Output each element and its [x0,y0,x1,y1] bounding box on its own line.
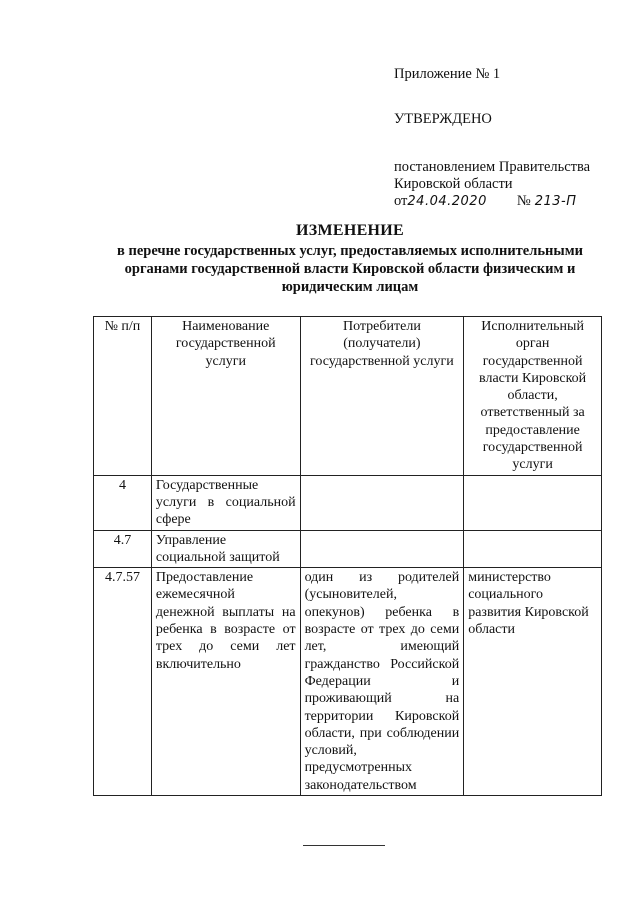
row-service-name: Государственные услуги в социальной сфере [151,475,300,530]
approved-stamp-text: УТВЕРЖДЕНО [394,111,492,127]
header-consumers: Потребители (получатели) государственной услуги [300,317,464,476]
row-service-name: Предоставление ежемесячной денежной выплаты на ребенка в возрасте от трех до семи лет включительно [151,568,300,796]
subtitle-line-1: в перечне государственных услуг, предоставляемых исполнительными [117,243,583,259]
header-service-name: Наименование государственной услуги [151,317,300,476]
table-row [94,475,602,530]
row-responsible-body [464,530,602,568]
row-number: 4.7 [94,530,152,568]
number-handwritten: 213-П [534,194,577,209]
subtitle-line-3: юридическим лицам [281,279,419,295]
date-number-line [394,193,624,210]
subtitle-line-2: органами государственной власти Кировской области физическим и [124,261,576,277]
row-consumers [300,530,464,568]
end-divider-line [303,845,385,846]
table-row [94,568,602,796]
table-header-row [94,317,602,476]
date-prefix: от [394,193,408,209]
appendix-label: Приложение № 1 [394,66,501,82]
row-number: 4 [94,475,152,530]
row-consumers: один из родителей (усыновителей, опекунов) ребенка в возрасте от трех до семи лет, имеющий гражданство Российской Федерации и проживающий на территории Кировской области, при соблюдении условий, предусмотренных законодательством [300,568,464,796]
number-prefix: № [516,193,531,209]
row-number: 4.7.57 [94,568,152,796]
services-table [93,316,602,796]
resolution-line-1: постановлением Правительства [394,159,591,175]
row-responsible-body [464,475,602,530]
approval-block [394,66,624,210]
date-handwritten: 24.04.2020 [407,194,487,209]
resolution-line-2: Кировской области [394,176,513,192]
document-subtitle [60,242,640,296]
table-row [94,530,602,568]
header-responsible-body: Исполнительный орган государственной власти Кировской области, ответственный за предоставление государственной услуги [464,317,602,476]
row-service-name: Управление социальной защитой [151,530,300,568]
row-consumers [300,475,464,530]
document-title: ИЗМЕНЕНИЕ [295,222,405,239]
header-number: № п/п [94,317,152,476]
row-responsible-body: министерство социального развития Кировской области [464,568,602,796]
